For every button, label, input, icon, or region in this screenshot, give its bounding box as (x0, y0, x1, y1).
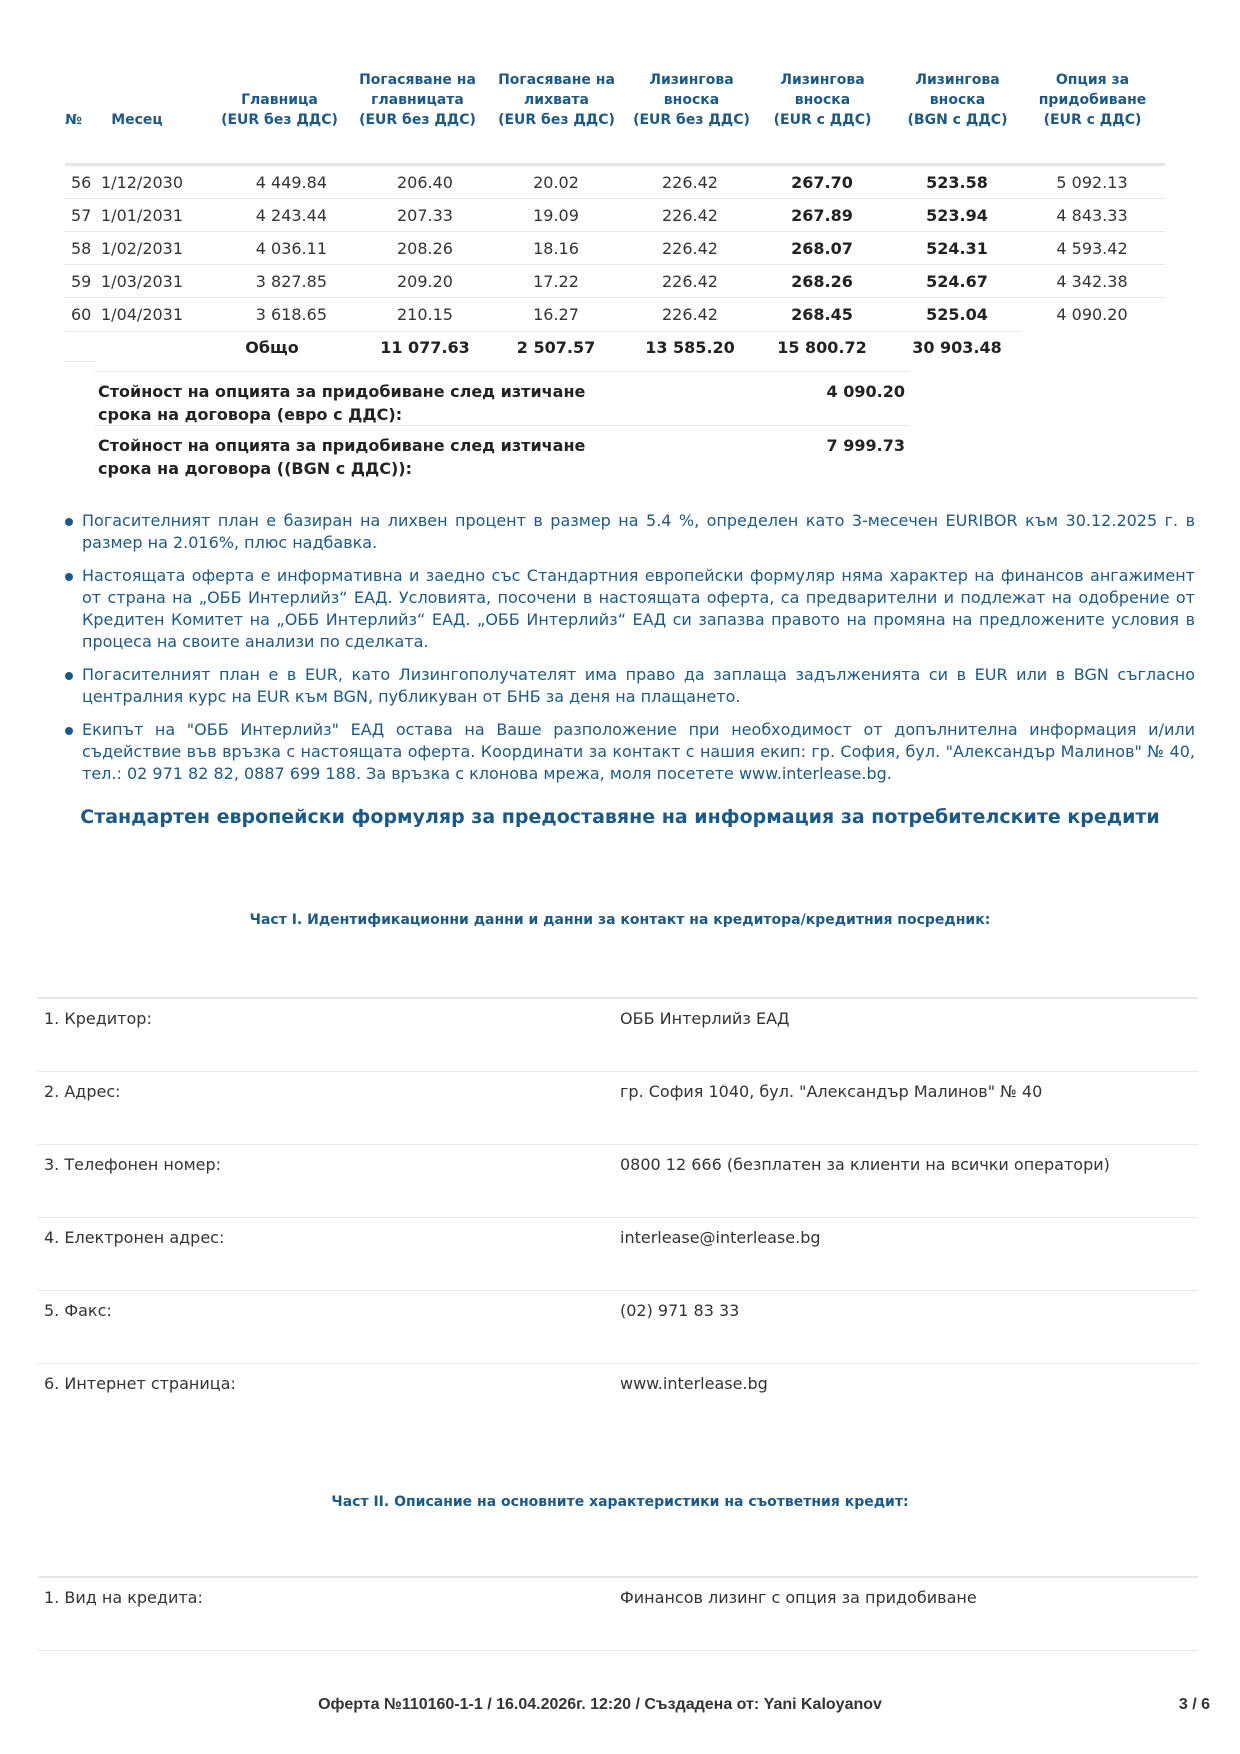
option-value-bgn-amount: 7 999.73 (826, 436, 905, 455)
note-text: Погасителният план е в EUR, като Лизингополучателят има право да заплаща задълженията си в EUR или в BGN съгласно централния курс на EUR към BGN, публикуван от БНБ за деня на плащането. (82, 665, 1195, 706)
cell-interest-repayment: 19.09 (533, 206, 579, 225)
form-row (38, 1218, 1198, 1291)
total-principal-repayment: 11 077.63 (380, 338, 470, 357)
cell-lease-bgn-vat: 523.58 (926, 173, 988, 192)
header-purchase-option: Опция за придобиване (EUR с ДДС) (1038, 72, 1147, 128)
header-interest-repayment: Погасяване на лихвата (EUR без ДДС) (498, 72, 615, 128)
cell-principal: 3 827.85 (255, 272, 327, 291)
form-main-title: Стандартен европейски формуляр за предоставяне на информация за потребителските кредити (80, 806, 1160, 828)
field-value: ОББ Интерлийз ЕАД (620, 1009, 790, 1028)
offer-notes (65, 510, 1195, 796)
option-value-eur-amount: 4 090.20 (826, 382, 905, 401)
table-row (65, 199, 1165, 232)
total-lease-eur-vat: 15 800.72 (777, 338, 867, 357)
field-label: 2. Адрес: (44, 1082, 121, 1101)
header-lease-no-vat: Лизингова вноска (EUR без ДДС) (633, 72, 750, 128)
cell-lease-no-vat: 226.42 (662, 239, 718, 258)
cell-no: 58 (71, 239, 92, 258)
cell-lease-eur-vat: 267.89 (791, 206, 853, 225)
bullet-icon (65, 518, 73, 526)
cell-principal-repayment: 207.33 (397, 206, 453, 225)
cell-principal-repayment: 206.40 (397, 173, 453, 192)
note-text: Погасителният план е базиран на лихвен процент в размер на 5.4 %, определен като 3-месечен EURIBOR към 30.12.2025 г. в размер на 2.016%, плюс надбавка. (82, 511, 1195, 552)
bullet-icon (65, 727, 73, 735)
note-item (65, 510, 1195, 554)
field-value: www.interlease.bg (620, 1374, 768, 1393)
option-value-eur-label: Стойност на опцията за придобиване след изтичане срока на договора (евро с ДДС): (98, 382, 586, 424)
cell-no: 56 (71, 173, 92, 192)
cell-month: 1/02/2031 (101, 239, 184, 258)
cell-principal: 4 036.11 (255, 239, 327, 258)
note-item (65, 565, 1195, 653)
note-text: Настоящата оферта е информативна и заедно със Стандартния европейски формуляр няма характер на финансов ангажимент от страна на „ОББ Интерлийз“ ЕАД. Условията, посочени в настоящата оферта, са предварителни и подлежат на одобрение от Кредитен Комитет на „ОББ Интерлийз“ ЕАД. „ОББ Интерлийз“ ЕАД си запазва правото на промяна на предложените условия в процеса на своите анализи по сделката. (82, 566, 1195, 651)
form-row (38, 999, 1198, 1072)
form-row (38, 1364, 1198, 1437)
field-label: 1. Вид на кредита: (44, 1588, 203, 1607)
form-row (38, 1072, 1198, 1145)
table-row (65, 232, 1165, 265)
total-lease-bgn-vat: 30 903.48 (912, 338, 1002, 357)
footer-offer-info: Оферта №110160-1-1 / 16.04.2026г. 12:20 / Създадена от: Yani Kaloyanov (318, 1696, 882, 1713)
bullet-icon (65, 672, 73, 680)
field-label: 3. Телефонен номер: (44, 1155, 222, 1174)
table-header (65, 60, 1165, 160)
part2-title: Част II. Описание на основните характеристики на съответния кредит: (331, 1494, 909, 1510)
field-label: 4. Електронен адрес: (44, 1228, 225, 1247)
payment-schedule-table (65, 60, 1165, 478)
form-row (38, 1578, 1198, 1651)
header-principal: Главница (EUR без ДДС) (221, 92, 338, 128)
credit-characteristics-table (38, 1576, 1198, 1651)
field-value: 0800 12 666 (безплатен за клиенти на всички оператори) (620, 1155, 1110, 1174)
cell-purchase-option: 4 342.38 (1056, 272, 1128, 291)
form-row (38, 1145, 1198, 1218)
cell-principal: 4 243.44 (255, 206, 327, 225)
cell-interest-repayment: 16.27 (533, 305, 579, 324)
cell-principal-repayment: 209.20 (397, 272, 453, 291)
option-value-bgn-label: Стойност на опцията за придобиване след изтичане срока на договора ((BGN с ДДС)): (98, 436, 586, 478)
field-label: 1. Кредитор: (44, 1009, 152, 1028)
total-row (65, 331, 1165, 364)
cell-lease-no-vat: 226.42 (662, 206, 718, 225)
header-month: Месец (111, 112, 163, 128)
cell-month: 1/03/2031 (101, 272, 184, 291)
field-value: interlease@interlease.bg (620, 1228, 821, 1247)
option-value-bgn (95, 426, 910, 481)
cell-month: 1/04/2031 (101, 305, 184, 324)
cell-principal: 4 449.84 (255, 173, 327, 192)
bullet-icon (65, 573, 73, 581)
table-row (65, 265, 1165, 298)
cell-principal-repayment: 210.15 (397, 305, 453, 324)
form-row (38, 1291, 1198, 1364)
cell-lease-eur-vat: 267.70 (791, 173, 853, 192)
cell-month: 1/12/2030 (101, 173, 184, 192)
cell-lease-no-vat: 226.42 (662, 173, 718, 192)
cell-lease-eur-vat: 268.45 (791, 305, 853, 324)
creditor-info-table (38, 997, 1198, 1437)
table-row (65, 166, 1165, 199)
cell-lease-no-vat: 226.42 (662, 305, 718, 324)
field-label: 6. Интернет страница: (44, 1374, 236, 1393)
note-item (65, 719, 1195, 785)
cell-purchase-option: 4 843.33 (1056, 206, 1128, 225)
table-row (65, 298, 1165, 331)
cell-interest-repayment: 20.02 (533, 173, 579, 192)
cell-no: 57 (71, 206, 92, 225)
cell-principal-repayment: 208.26 (397, 239, 453, 258)
cell-month: 1/01/2031 (101, 206, 184, 225)
cell-interest-repayment: 17.22 (533, 272, 579, 291)
header-lease-bgn-vat: Лизингова вноска (BGN с ДДС) (907, 72, 1008, 128)
note-text: Екипът на "ОББ Интерлийз" ЕАД остава на Ваше разположение при необходимост от допълнителна информация и/или съдействие във връзка с настоящата оферта. Координати за контакт с нашия екип: гр. София, бул. "Александър Малинов" № 40, тел.: 02 971 82 82, 0887 699 188. За връзка с клонова мрежа, моля посетете www.interlease.bg. (82, 720, 1195, 783)
page-number: 3 / 6 (1178, 1696, 1210, 1713)
cell-interest-repayment: 18.16 (533, 239, 579, 258)
total-lease-no-vat: 13 585.20 (645, 338, 735, 357)
header-principal-repayment: Погасяване на главницата (EUR без ДДС) (359, 72, 476, 128)
cell-purchase-option: 4 090.20 (1056, 305, 1128, 324)
cell-lease-bgn-vat: 523.94 (926, 206, 988, 225)
field-value: Финансов лизинг с опция за придобиване (620, 1588, 977, 1607)
total-divider (65, 361, 95, 362)
header-lease-eur-vat: Лизингова вноска (EUR с ДДС) (773, 72, 872, 128)
cell-lease-bgn-vat: 524.31 (926, 239, 988, 258)
cell-no: 59 (71, 272, 92, 291)
header-no: № (65, 112, 82, 128)
cell-lease-eur-vat: 268.07 (791, 239, 853, 258)
cell-lease-eur-vat: 268.26 (791, 272, 853, 291)
cell-principal: 3 618.65 (255, 305, 327, 324)
total-label: Общо (245, 338, 299, 357)
field-value: (02) 971 83 33 (620, 1301, 740, 1320)
cell-purchase-option: 4 593.42 (1056, 239, 1128, 258)
cell-lease-bgn-vat: 524.67 (926, 272, 988, 291)
cell-purchase-option: 5 092.13 (1056, 173, 1128, 192)
field-label: 5. Факс: (44, 1301, 112, 1320)
option-value-eur (95, 371, 910, 426)
cell-lease-no-vat: 226.42 (662, 272, 718, 291)
table-body (65, 166, 1165, 331)
note-item (65, 664, 1195, 708)
cell-no: 60 (71, 305, 92, 324)
part1-title: Част I. Идентификационни данни и данни за контакт на кредитора/кредитния посредник: (249, 912, 991, 928)
cell-lease-bgn-vat: 525.04 (926, 305, 988, 324)
field-value: гр. София 1040, бул. "Александър Малинов" № 40 (620, 1082, 1043, 1101)
total-interest-repayment: 2 507.57 (516, 338, 596, 357)
